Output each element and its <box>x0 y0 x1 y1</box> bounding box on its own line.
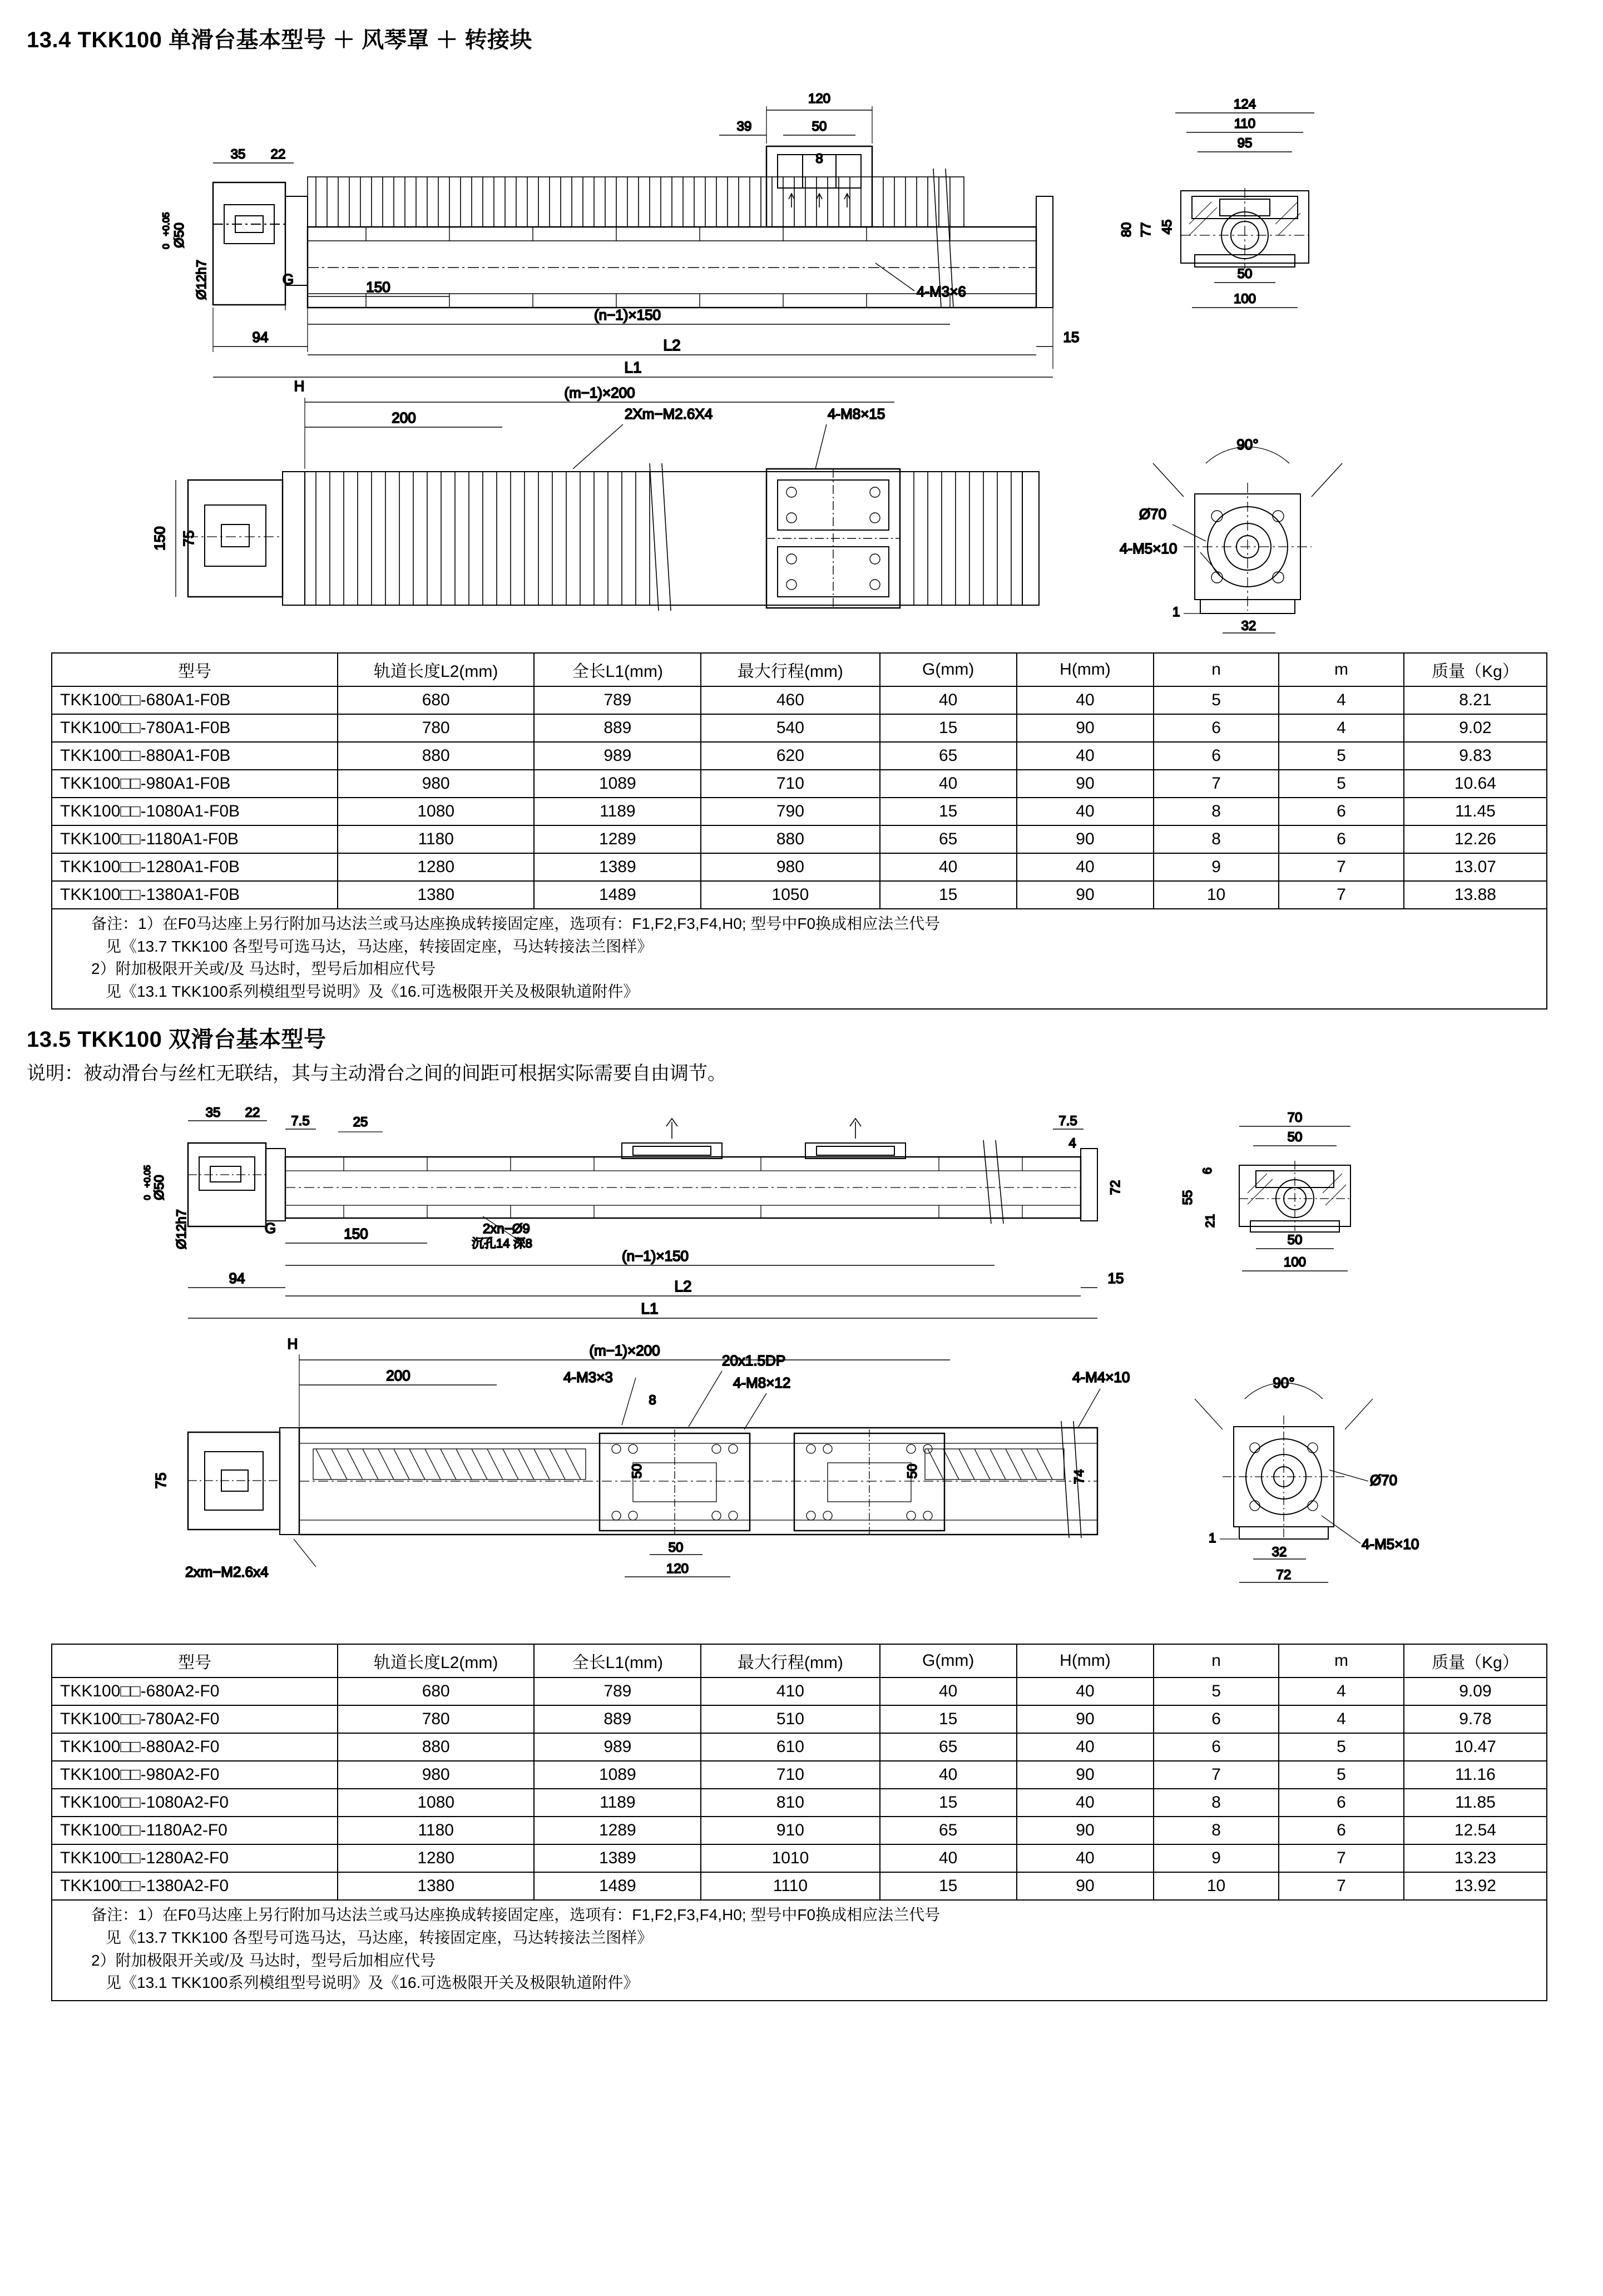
cell-h: 40 <box>1017 853 1154 881</box>
col-weight: 质量（Kg） <box>1404 653 1547 686</box>
col-m: m <box>1279 1644 1404 1678</box>
svg-text:沉孔14 深8: 沉孔14 深8 <box>472 1236 532 1251</box>
cell-weight: 12.26 <box>1404 825 1547 853</box>
cell-max-stroke: 710 <box>701 770 879 798</box>
svg-text:150: 150 <box>151 526 168 551</box>
cell-rail-length: 1180 <box>338 1817 534 1844</box>
cell-h: 90 <box>1017 1705 1154 1733</box>
cell-m: 4 <box>1279 714 1404 742</box>
cell-rail-length: 880 <box>338 742 534 770</box>
technical-drawing-single-slide <box>27 57 1576 647</box>
cell-rail-length: 1280 <box>338 853 534 881</box>
cell-m: 7 <box>1279 853 1404 881</box>
cell-n: 8 <box>1154 1789 1279 1817</box>
cell-m: 4 <box>1279 686 1404 714</box>
cell-rail-length: 1280 <box>338 1844 534 1872</box>
svg-text:77: 77 <box>1139 222 1154 237</box>
svg-text:50: 50 <box>630 1464 645 1479</box>
svg-text:Ø50: Ø50 <box>152 1175 167 1201</box>
cell-g: 15 <box>880 881 1017 909</box>
table-row <box>52 770 1547 798</box>
cell-rail-length: 1080 <box>338 1789 534 1817</box>
cell-model: TKK100□□-1080A1-F0B <box>52 798 338 825</box>
section-description-13-5: 说明：被动滑台与丝杠无联结，其与主动滑台之间的间距可根据实际需要自由调节。 <box>27 1063 726 1085</box>
col-rail-length: 轨道长度L2(mm) <box>338 1644 534 1678</box>
svg-text:4-M5×10: 4-M5×10 <box>1120 540 1177 557</box>
cell-g: 40 <box>880 1761 1017 1789</box>
svg-text:(m−1)×200: (m−1)×200 <box>589 1342 660 1359</box>
col-h: H(mm) <box>1017 1644 1154 1678</box>
svg-text:72: 72 <box>1276 1567 1292 1583</box>
cell-g: 15 <box>880 1872 1017 1900</box>
section-heading-text: TKK100 单滑台基本型号 ＋ 风琴罩 ＋ 转接块 <box>77 28 532 52</box>
cell-weight: 9.83 <box>1404 742 1547 770</box>
cell-model: TKK100□□-880A2-F0 <box>52 1733 338 1761</box>
svg-text:6: 6 <box>1200 1167 1214 1175</box>
svg-text:32: 32 <box>1241 618 1256 634</box>
remarks-13-5 <box>51 1901 1547 2001</box>
svg-text:50: 50 <box>1287 1233 1303 1248</box>
svg-text:8: 8 <box>815 151 823 166</box>
cell-weight: 10.64 <box>1404 770 1547 798</box>
cell-weight: 8.21 <box>1404 686 1547 714</box>
svg-text:H: H <box>287 1335 298 1353</box>
cell-rail-length: 680 <box>338 1678 534 1705</box>
cell-model: TKK100□□-780A1-F0B <box>52 714 338 742</box>
cell-max-stroke: 610 <box>701 1733 879 1761</box>
cell-g: 65 <box>880 1733 1017 1761</box>
cell-max-stroke: 410 <box>701 1678 879 1705</box>
cell-h: 40 <box>1017 1678 1154 1705</box>
cell-g: 65 <box>880 742 1017 770</box>
spec-table-13-4 <box>51 652 1547 909</box>
cell-weight: 11.45 <box>1404 798 1547 825</box>
cell-weight: 13.23 <box>1404 1844 1547 1872</box>
svg-text:124: 124 <box>1233 97 1256 112</box>
svg-text:4-M8×12: 4-M8×12 <box>733 1374 791 1392</box>
svg-text:50: 50 <box>812 119 827 134</box>
cell-g: 15 <box>880 714 1017 742</box>
cell-rail-length: 1380 <box>338 881 534 909</box>
cell-m: 7 <box>1279 1872 1404 1900</box>
cell-rail-length: 880 <box>338 1733 534 1761</box>
table-row <box>52 1872 1547 1900</box>
cell-model: TKK100□□-1180A1-F0B <box>52 825 338 853</box>
remark-line-1: 备注：1）在F0马达座上另行附加马达法兰或马达座换成转接固定座，选项有：F1,F2,F3,F4,H0; 型号中F0换成相应法兰代号 <box>91 1906 941 1924</box>
svg-text:(n−1)×150: (n−1)×150 <box>594 306 661 323</box>
svg-text:45: 45 <box>1160 219 1175 235</box>
cell-h: 40 <box>1017 798 1154 825</box>
svg-text:94: 94 <box>229 1270 245 1287</box>
cell-total-length: 989 <box>534 1733 701 1761</box>
cell-h: 90 <box>1017 770 1154 798</box>
cell-max-stroke: 810 <box>701 1789 879 1817</box>
table-row <box>52 1761 1547 1789</box>
remark-line-4: 见《13.1 TKK100系列模组型号说明》及《16.可选极限开关及极限轨道附件》 <box>106 982 639 1000</box>
cell-total-length: 1189 <box>534 1789 701 1817</box>
cell-h: 90 <box>1017 1761 1154 1789</box>
svg-text:50: 50 <box>905 1464 920 1479</box>
svg-text:L1: L1 <box>641 1300 659 1318</box>
cell-total-length: 1189 <box>534 798 701 825</box>
cell-weight: 11.85 <box>1404 1789 1547 1817</box>
cell-weight: 12.54 <box>1404 1817 1547 1844</box>
spec-table-13-5 <box>51 1644 1547 1901</box>
cell-h: 90 <box>1017 714 1154 742</box>
col-max-stroke: 最大行程(mm) <box>701 1644 879 1678</box>
cell-h: 90 <box>1017 881 1154 909</box>
remark-line-2: 见《13.7 TKK100 各型号可选马达，马达座，转接固定座，马达转接法兰图样》 <box>106 937 653 955</box>
svg-text:0: 0 <box>143 1195 152 1200</box>
table-header-row <box>52 1644 1547 1678</box>
svg-text:120: 120 <box>666 1561 689 1577</box>
svg-text:80: 80 <box>1119 222 1134 237</box>
cell-n: 8 <box>1154 1817 1279 1844</box>
section-title-13-4 <box>27 22 1576 54</box>
svg-text:L1: L1 <box>624 359 642 376</box>
cell-model: TKK100□□-1380A2-F0 <box>52 1872 338 1900</box>
cell-n: 5 <box>1154 1678 1279 1705</box>
col-model: 型号 <box>52 653 338 686</box>
cell-total-length: 1289 <box>534 825 701 853</box>
cell-rail-length: 980 <box>338 1761 534 1789</box>
svg-text:4-M8×15: 4-M8×15 <box>828 405 885 422</box>
cell-total-length: 889 <box>534 1705 701 1733</box>
svg-text:Ø70: Ø70 <box>1139 506 1167 522</box>
cell-weight: 13.92 <box>1404 1872 1547 1900</box>
cell-n: 5 <box>1154 686 1279 714</box>
svg-text:75: 75 <box>180 530 197 547</box>
cell-g: 40 <box>880 1844 1017 1872</box>
svg-text:22: 22 <box>270 147 286 162</box>
svg-text:G: G <box>282 271 294 288</box>
svg-text:72: 72 <box>1108 1180 1123 1195</box>
svg-text:4-M3×3: 4-M3×3 <box>563 1369 613 1386</box>
cell-max-stroke: 1050 <box>701 881 879 909</box>
cell-g: 40 <box>880 770 1017 798</box>
col-n: n <box>1154 653 1279 686</box>
cell-m: 6 <box>1279 798 1404 825</box>
cell-weight: 9.09 <box>1404 1678 1547 1705</box>
svg-text:15: 15 <box>1063 329 1080 345</box>
cell-max-stroke: 510 <box>701 1705 879 1733</box>
cell-max-stroke: 620 <box>701 742 879 770</box>
cell-max-stroke: 1010 <box>701 1844 879 1872</box>
svg-text:2xn−Ø9: 2xn−Ø9 <box>483 1221 530 1237</box>
section-number: 13.4 <box>27 28 71 52</box>
cell-g: 40 <box>880 1678 1017 1705</box>
svg-text:94: 94 <box>252 329 269 345</box>
cell-n: 7 <box>1154 1761 1279 1789</box>
cell-n: 6 <box>1154 1705 1279 1733</box>
cell-max-stroke: 540 <box>701 714 879 742</box>
cell-max-stroke: 460 <box>701 686 879 714</box>
cell-g: 65 <box>880 825 1017 853</box>
svg-text:2xm−M2.6x4: 2xm−M2.6x4 <box>185 1563 269 1581</box>
table-row <box>52 1817 1547 1844</box>
col-total-length: 全长L1(mm) <box>534 653 701 686</box>
table-row <box>52 714 1547 742</box>
cell-model: TKK100□□-980A1-F0B <box>52 770 338 798</box>
cell-rail-length: 1080 <box>338 798 534 825</box>
cell-m: 4 <box>1279 1678 1404 1705</box>
svg-text:7.5: 7.5 <box>291 1114 310 1129</box>
col-weight: 质量（Kg） <box>1404 1644 1547 1678</box>
svg-text:35: 35 <box>230 147 246 162</box>
svg-text:1: 1 <box>1172 605 1180 620</box>
svg-text:200: 200 <box>386 1367 410 1384</box>
cell-h: 40 <box>1017 1844 1154 1872</box>
svg-text:G: G <box>264 1220 276 1237</box>
svg-text:70: 70 <box>1287 1110 1303 1126</box>
cell-m: 4 <box>1279 1705 1404 1733</box>
table-row <box>52 686 1547 714</box>
svg-text:8: 8 <box>649 1393 656 1408</box>
cell-n: 6 <box>1154 742 1279 770</box>
svg-text:32: 32 <box>1271 1545 1287 1560</box>
cell-n: 6 <box>1154 714 1279 742</box>
cell-h: 40 <box>1017 1733 1154 1761</box>
svg-text:7.5: 7.5 <box>1058 1114 1077 1129</box>
cell-g: 15 <box>880 1789 1017 1817</box>
svg-text:22: 22 <box>245 1105 260 1121</box>
col-g: G(mm) <box>880 1644 1017 1678</box>
cell-rail-length: 980 <box>338 770 534 798</box>
cell-m: 6 <box>1279 1789 1404 1817</box>
cell-m: 7 <box>1279 881 1404 909</box>
table-row <box>52 798 1547 825</box>
cell-h: 40 <box>1017 742 1154 770</box>
cell-total-length: 1089 <box>534 1761 701 1789</box>
svg-text:4-M4×10: 4-M4×10 <box>1072 1369 1130 1386</box>
cell-model: TKK100□□-1380A1-F0B <box>52 881 338 909</box>
cell-max-stroke: 790 <box>701 798 879 825</box>
cell-total-length: 1489 <box>534 1872 701 1900</box>
svg-text:20x1.5DP: 20x1.5DP <box>722 1352 786 1369</box>
cell-g: 40 <box>880 853 1017 881</box>
cell-weight: 10.47 <box>1404 1733 1547 1761</box>
cell-model: TKK100□□-1080A2-F0 <box>52 1789 338 1817</box>
svg-text:1: 1 <box>1209 1531 1216 1546</box>
cell-m: 5 <box>1279 1733 1404 1761</box>
svg-text:2Xm−M2.6X4: 2Xm−M2.6X4 <box>625 405 713 422</box>
cell-rail-length: 780 <box>338 714 534 742</box>
cell-n: 9 <box>1154 1844 1279 1872</box>
svg-text:4: 4 <box>1068 1136 1076 1151</box>
table-header-row <box>52 653 1547 686</box>
remarks-13-4 <box>51 909 1547 1010</box>
cell-h: 90 <box>1017 1817 1154 1844</box>
cell-weight: 11.16 <box>1404 1761 1547 1789</box>
svg-text:+0.05: +0.05 <box>161 212 171 236</box>
col-m: m <box>1279 653 1404 686</box>
svg-text:50: 50 <box>668 1540 684 1556</box>
svg-text:110: 110 <box>1234 116 1256 131</box>
cell-g: 15 <box>880 798 1017 825</box>
remark-line-4: 见《13.1 TKK100系列模组型号说明》及《16.可选极限开关及极限轨道附件》 <box>106 1974 639 1992</box>
col-n: n <box>1154 1644 1279 1678</box>
svg-text:H: H <box>294 378 305 394</box>
cell-model: TKK100□□-880A1-F0B <box>52 742 338 770</box>
cell-n: 10 <box>1154 1872 1279 1900</box>
cell-m: 5 <box>1279 742 1404 770</box>
cell-max-stroke: 1110 <box>701 1872 879 1900</box>
cell-m: 6 <box>1279 1817 1404 1844</box>
section-number: 13.5 <box>27 1027 71 1052</box>
svg-text:55: 55 <box>1180 1190 1195 1205</box>
cell-weight: 13.88 <box>1404 881 1547 909</box>
cell-n: 7 <box>1154 770 1279 798</box>
section-heading-text: TKK100 双滑台基本型号 <box>77 1027 326 1052</box>
cell-total-length: 1289 <box>534 1817 701 1844</box>
svg-text:100: 100 <box>1233 291 1256 306</box>
svg-text:150: 150 <box>366 279 390 295</box>
svg-text:Ø50: Ø50 <box>172 222 187 248</box>
svg-text:21: 21 <box>1203 1214 1217 1228</box>
svg-text:90°: 90° <box>1273 1374 1295 1392</box>
table-row <box>52 853 1547 881</box>
cell-rail-length: 1380 <box>338 1872 534 1900</box>
svg-text:4-M3×6: 4-M3×6 <box>917 283 966 300</box>
remark-line-3: 2）附加极限开关或/及 马达时，型号后加相应代号 <box>91 960 436 978</box>
table-row <box>52 1733 1547 1761</box>
table-row <box>52 1678 1547 1705</box>
svg-text:25: 25 <box>353 1115 368 1130</box>
cell-weight: 9.78 <box>1404 1705 1547 1733</box>
svg-text:Ø12h7: Ø12h7 <box>194 259 209 300</box>
col-rail-length: 轨道长度L2(mm) <box>338 653 534 686</box>
remark-line-1: 备注：1）在F0马达座上另行附加马达法兰或马达座换成转接固定座，选项有：F1,F2,F3,F4,H0; 型号中F0换成相应法兰代号 <box>91 915 941 932</box>
svg-text:+0.05: +0.05 <box>143 1165 152 1188</box>
section-title-13-5 <box>27 1022 1576 1053</box>
svg-text:90°: 90° <box>1236 436 1259 453</box>
cell-model: TKK100□□-1280A1-F0B <box>52 853 338 881</box>
cell-total-length: 1389 <box>534 853 701 881</box>
cell-model: TKK100□□-680A2-F0 <box>52 1678 338 1705</box>
cell-g: 65 <box>880 1817 1017 1844</box>
remark-line-3: 2）附加极限开关或/及 马达时，型号后加相应代号 <box>91 1951 436 1969</box>
cell-rail-length: 680 <box>338 686 534 714</box>
cell-rail-length: 1180 <box>338 825 534 853</box>
remark-line-2: 见《13.7 TKK100 各型号可选马达，马达座，转接固定座，马达转接法兰图样》 <box>106 1928 653 1946</box>
cell-m: 5 <box>1279 770 1404 798</box>
svg-text:200: 200 <box>392 409 416 426</box>
cell-n: 10 <box>1154 881 1279 909</box>
svg-text:0: 0 <box>161 244 171 249</box>
cell-total-length: 789 <box>534 1678 701 1705</box>
cell-weight: 13.07 <box>1404 853 1547 881</box>
svg-text:15: 15 <box>1107 1270 1124 1287</box>
cell-model: TKK100□□-980A2-F0 <box>52 1761 338 1789</box>
svg-text:35: 35 <box>205 1105 221 1121</box>
cell-g: 40 <box>880 686 1017 714</box>
table-row <box>52 1705 1547 1733</box>
svg-text:95: 95 <box>1237 136 1253 151</box>
cell-m: 5 <box>1279 1761 1404 1789</box>
table-row <box>52 881 1547 909</box>
cell-m: 6 <box>1279 825 1404 853</box>
cell-model: TKK100□□-780A2-F0 <box>52 1705 338 1733</box>
table-row <box>52 1789 1547 1817</box>
svg-text:Ø70: Ø70 <box>1370 1472 1398 1489</box>
svg-text:50: 50 <box>1287 1130 1303 1145</box>
cell-model: TKK100□□-680A1-F0B <box>52 686 338 714</box>
col-g: G(mm) <box>880 653 1017 686</box>
cell-n: 8 <box>1154 798 1279 825</box>
cell-max-stroke: 910 <box>701 1817 879 1844</box>
svg-text:100: 100 <box>1283 1255 1307 1270</box>
svg-text:150: 150 <box>344 1225 368 1243</box>
svg-text:(n−1)×150: (n−1)×150 <box>622 1248 689 1265</box>
svg-text:74: 74 <box>1072 1469 1087 1485</box>
table-row <box>52 742 1547 770</box>
svg-text:(m−1)×200: (m−1)×200 <box>564 384 635 401</box>
cell-g: 15 <box>880 1705 1017 1733</box>
svg-text:Ø12h7: Ø12h7 <box>174 1209 189 1250</box>
svg-text:39: 39 <box>736 119 752 134</box>
cell-weight: 9.02 <box>1404 714 1547 742</box>
cell-n: 9 <box>1154 853 1279 881</box>
cell-m: 7 <box>1279 1844 1404 1872</box>
col-total-length: 全长L1(mm) <box>534 1644 701 1678</box>
cell-total-length: 889 <box>534 714 701 742</box>
svg-text:50: 50 <box>1237 266 1253 281</box>
cell-total-length: 989 <box>534 742 701 770</box>
cell-model: TKK100□□-1280A2-F0 <box>52 1844 338 1872</box>
cell-rail-length: 780 <box>338 1705 534 1733</box>
svg-text:120: 120 <box>808 91 831 106</box>
cell-n: 8 <box>1154 825 1279 853</box>
cell-model: TKK100□□-1180A2-F0 <box>52 1817 338 1844</box>
cell-max-stroke: 710 <box>701 1761 879 1789</box>
cell-total-length: 1489 <box>534 881 701 909</box>
svg-text:75: 75 <box>152 1472 169 1489</box>
cell-total-length: 1389 <box>534 1844 701 1872</box>
cell-total-length: 1089 <box>534 770 701 798</box>
svg-text:L2: L2 <box>674 1278 692 1295</box>
cell-h: 40 <box>1017 686 1154 714</box>
cell-n: 6 <box>1154 1733 1279 1761</box>
col-max-stroke: 最大行程(mm) <box>701 653 879 686</box>
table-row <box>52 1844 1547 1872</box>
svg-text:4-M5×10: 4-M5×10 <box>1362 1536 1419 1553</box>
cell-h: 90 <box>1017 825 1154 853</box>
cell-max-stroke: 980 <box>701 853 879 881</box>
table-row <box>52 825 1547 853</box>
cell-h: 40 <box>1017 1789 1154 1817</box>
svg-text:L2: L2 <box>663 337 681 354</box>
col-model: 型号 <box>52 1644 338 1678</box>
cell-max-stroke: 880 <box>701 825 879 853</box>
cell-h: 90 <box>1017 1872 1154 1900</box>
cell-total-length: 789 <box>534 686 701 714</box>
technical-drawing-double-slide <box>27 1087 1576 1638</box>
col-h: H(mm) <box>1017 653 1154 686</box>
